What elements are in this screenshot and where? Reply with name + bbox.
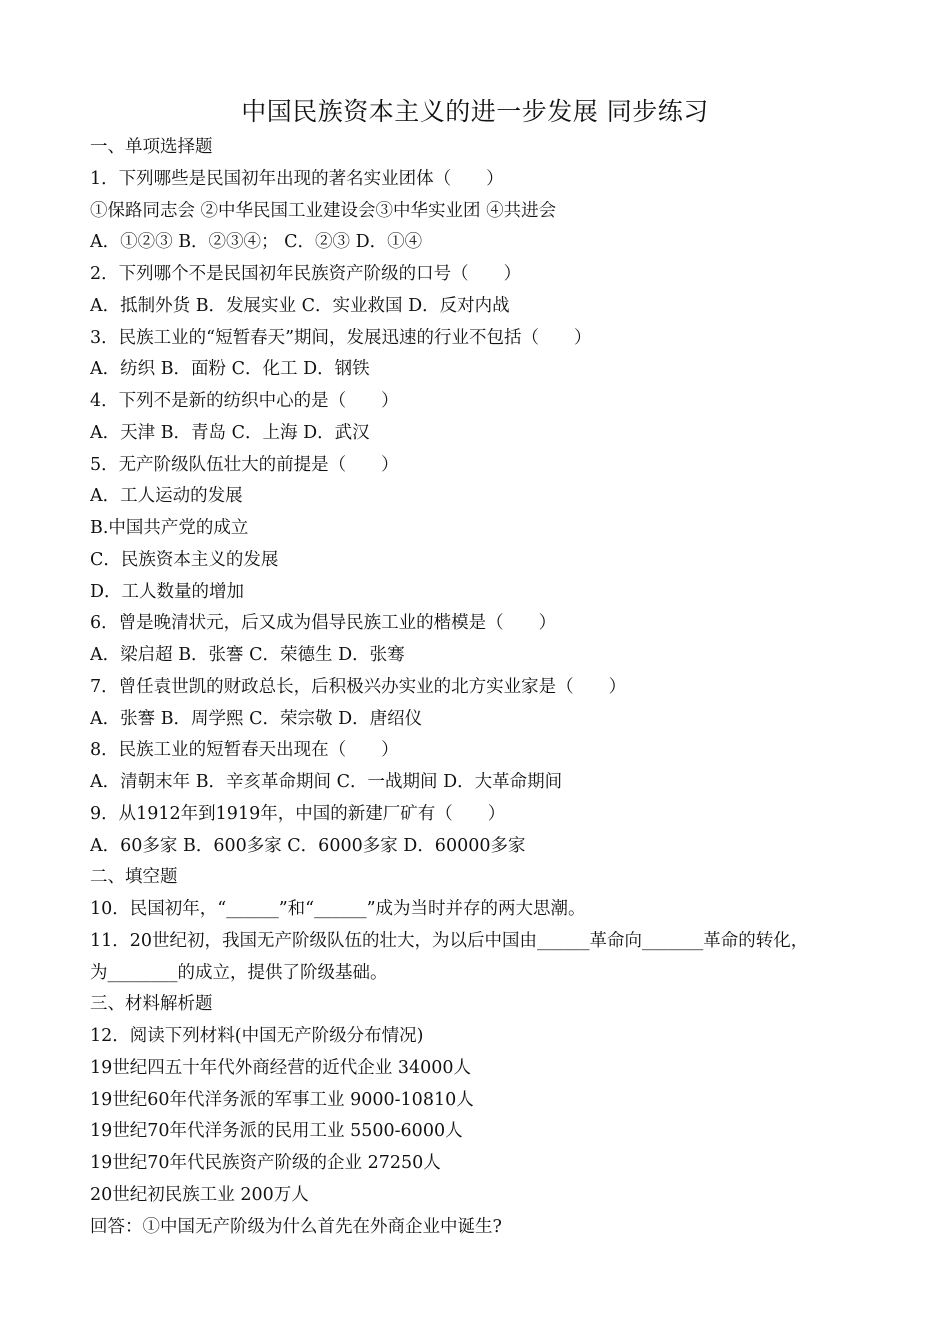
question-7-options: A．张謇 B．周学熙 C．荣宗敬 D．唐绍仪 — [90, 708, 423, 729]
question-12-answer-prompt: 回答：①中国无产阶级为什么首先在外商企业中诞生? — [90, 1216, 502, 1237]
document-title: 中国民族资本主义的进一步发展 同步练习 — [241, 97, 709, 126]
question-8-options: A．清朝末年 B．辛亥革命期间 C．一战期间 D．大革命期间 — [90, 772, 563, 792]
question-5-option-d: D．工人数量的增加 — [90, 581, 245, 602]
section-heading-fill-blank: 二、填空题 — [90, 867, 178, 888]
question-5-option-b: B.中国共产党的成立 — [90, 518, 249, 538]
material-line: 19世纪70年代洋务派的民用工业 5500-6000人 — [90, 1121, 463, 1142]
material-line: 19世纪四五十年代外商经营的近代企业 34000人 — [90, 1057, 471, 1078]
question-4-options: A．天津 B．青岛 C．上海 D．武汉 — [90, 422, 370, 443]
question-6-options: A．梁启超 B．张謇 C．荣德生 D．张骞 — [90, 645, 405, 665]
question-5-option-c: C．民族资本主义的发展 — [90, 549, 279, 570]
question-1: 1．下列哪些是民国初年出现的著名实业团体（ ） — [90, 168, 504, 189]
material-line: 20世纪初民族工业 200万人 — [90, 1184, 309, 1205]
question-4: 4．下列不是新的纺织中心的是（ ） — [90, 391, 399, 411]
question-8: 8．民族工业的短暂春天出现在（ ） — [90, 740, 399, 761]
question-9: 9．从1912年到1919年，中国的新建厂矿有（ ） — [90, 803, 506, 824]
question-3: 3．民族工业的“短暂春天”期间，发展迅速的行业不包括（ ） — [90, 327, 592, 348]
material-line: 19世纪60年代洋务派的军事工业 9000-10810人 — [90, 1089, 474, 1110]
question-7: 7．曾任袁世凯的财政总长，后积极兴办实业的北方实业家是（ ） — [90, 676, 627, 697]
question-12: 12．阅读下列材料(中国无产阶级分布情况) — [90, 1026, 424, 1046]
question-11: 11．20世纪初，我国无产阶级队伍的壮大，为以后中国由______革命向_______革命的转化， — [90, 930, 809, 951]
question-2-options: A．抵制外货 B．发展实业 C．实业救国 D．反对内战 — [90, 295, 510, 316]
question-2: 2．下列哪个不是民国初年民族资产阶级的口号（ ） — [90, 264, 522, 284]
material-line: 19世纪70年代民族资产阶级的企业 27250人 — [90, 1153, 441, 1173]
question-1-items: ①保路同志会 ②中华民国工业建设会③中华实业团 ④共进会 — [90, 200, 557, 221]
question-5: 5．无产阶级队伍壮大的前提是（ ） — [90, 454, 399, 475]
question-10: 10．民国初年，“______”和“______”成为当时并存的两大思潮。 — [90, 899, 586, 919]
question-11-continued: 为________的成立，提供了阶级基础。 — [90, 962, 388, 983]
question-1-options: A．①②③ B．②③④； C．②③ D．①④ — [90, 232, 423, 253]
question-3-options: A．纺织 B．面粉 C．化工 D．钢铁 — [90, 359, 370, 380]
document-body — [90, 132, 890, 1243]
section-heading-single-choice: 一、单项选择题 — [90, 137, 213, 157]
question-6: 6．曾是晚清状元，后又成为倡导民族工业的楷模是（ ） — [90, 613, 557, 634]
section-heading-material-analysis: 三、材料解析题 — [90, 994, 213, 1015]
question-5-option-a: A．工人运动的发展 — [90, 486, 243, 507]
question-9-options: A．60多家 B．600多家 C．6000多家 D．60000多家 — [90, 835, 526, 856]
